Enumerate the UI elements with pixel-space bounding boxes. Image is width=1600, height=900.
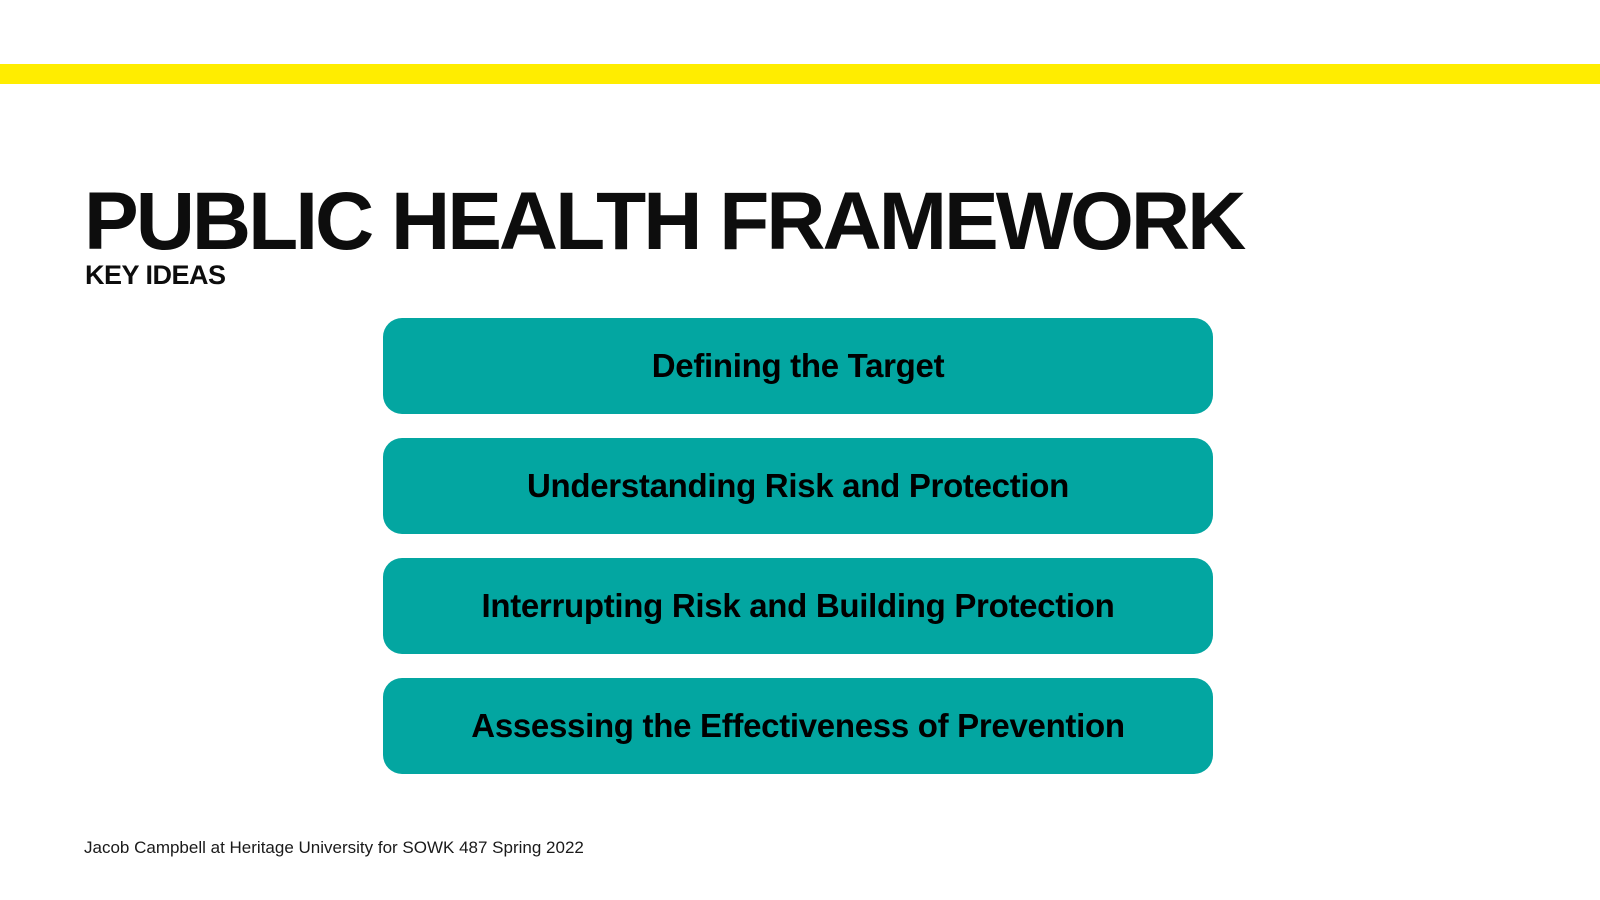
- key-idea-box-defining-target: Defining the Target: [383, 318, 1213, 414]
- footer-credit: Jacob Campbell at Heritage University for SOWK 487 Spring 2022: [84, 838, 584, 857]
- slide-title: PUBLIC HEALTH FRAMEWORK: [84, 175, 1244, 267]
- key-ideas-list: [383, 318, 1213, 798]
- slide-subtitle: KEY IDEAS: [85, 260, 226, 291]
- key-idea-box-understanding-risk: Understanding Risk and Protection: [383, 438, 1213, 534]
- key-idea-box-assessing-effectiveness: Assessing the Effectiveness of Prevention: [383, 678, 1213, 774]
- accent-bar: [0, 64, 1600, 84]
- key-idea-box-interrupting-risk: Interrupting Risk and Building Protection: [383, 558, 1213, 654]
